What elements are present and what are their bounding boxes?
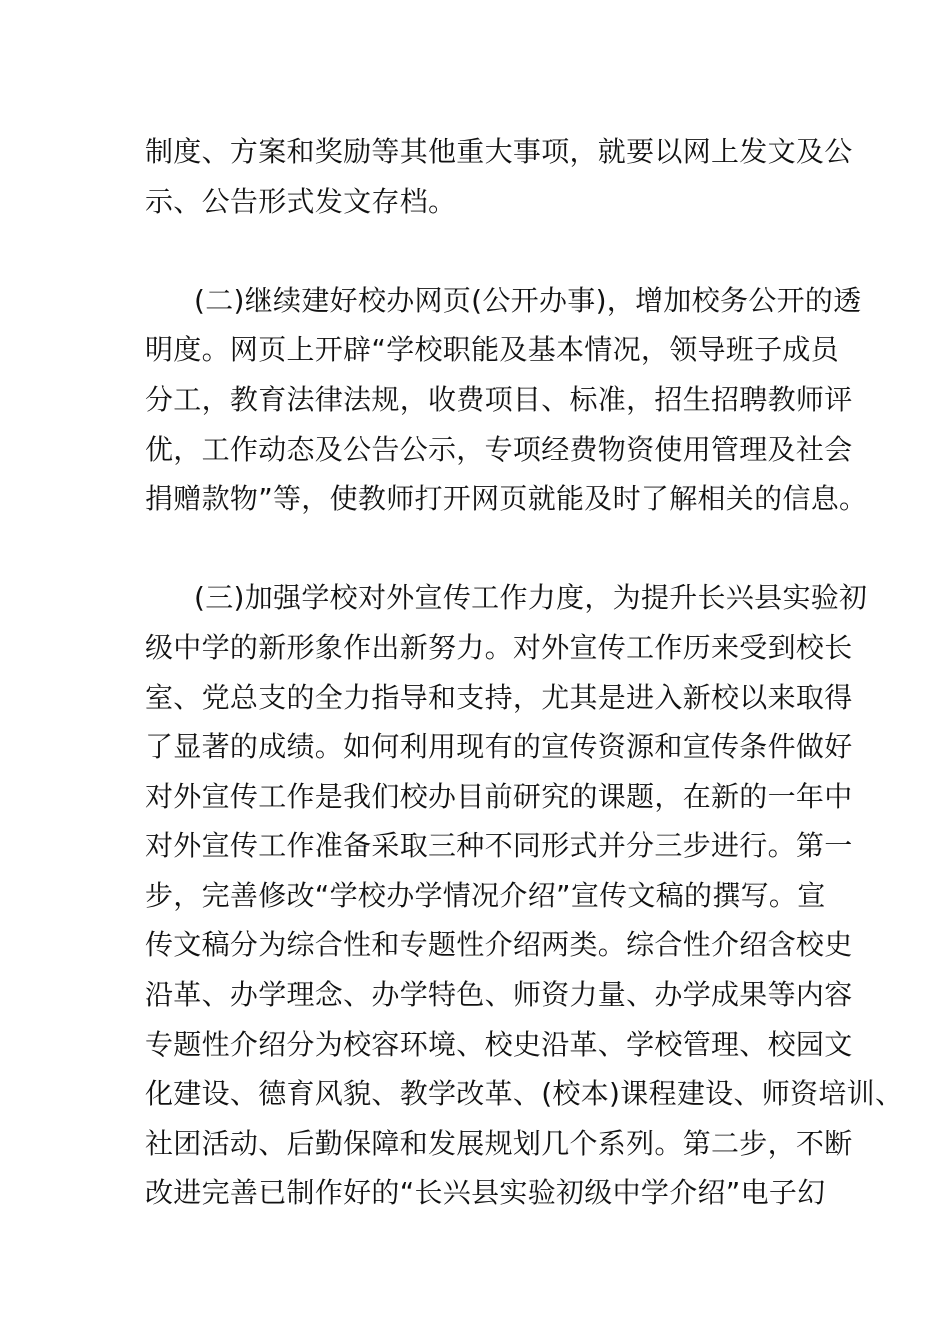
text-line: 沿革、办学理念、办学特色、师资力量、办学成果等内容 xyxy=(145,978,853,1011)
text-line: 制度、方案和奖励等其他重大事项，就要以网上发文及公 xyxy=(145,135,853,168)
text-line: 级中学的新形象作出新努力。对外宣传工作历来受到校长 xyxy=(145,631,853,664)
text-line: 示、公告形式发文存档。 xyxy=(145,185,457,218)
text-line: 分工，教育法律法规，收费项目、标准，招生招聘教师评 xyxy=(145,383,853,416)
text-line: 改进完善已制作好的“长兴县实验初级中学介绍”电子幻 xyxy=(145,1176,826,1209)
text-line: 捐赠款物”等，使教师打开网页就能及时了解相关的信息。 xyxy=(145,482,868,515)
text-line: 室、党总支的全力指导和支持，尤其是进入新校以来取得 xyxy=(145,681,853,714)
text-line: 社团活动、后勤保障和发展规划几个系列。第二步，不断 xyxy=(145,1127,853,1160)
text-line: 明度。网页上开辟“学校职能及基本情况，领导班子成员 xyxy=(145,333,840,366)
text-line: 化建设、德育风貌、教学改革、(校本)课程建设、师资培训、 xyxy=(145,1077,904,1110)
text-line: 优，工作动态及公告公示，专项经费物资使用管理及社会 xyxy=(145,433,853,466)
text-line: 对外宣传工作准备采取三种不同形式并分三步进行。第一 xyxy=(145,829,853,862)
text-line: 步，完善修改“学校办学情况介绍”宣传文稿的撰写。宣 xyxy=(145,879,826,912)
text-line: 对外宣传工作是我们校办目前研究的课题，在新的一年中 xyxy=(145,780,853,813)
text-line: 传文稿分为综合性和专题性介绍两类。综合性介绍含校史 xyxy=(145,928,853,961)
text-line: 专题性介绍分为校容环境、校史沿革、学校管理、校园文 xyxy=(145,1028,853,1061)
text-line: 了显著的成绩。如何利用现有的宣传资源和宣传条件做好 xyxy=(145,730,853,763)
paragraph-2-first-line: (二)继续建好校办网页(公开办事)，增加校务公开的透 xyxy=(194,284,862,317)
paragraph-3-first-line: (三)加强学校对外宣传工作力度，为提升长兴县实验初 xyxy=(194,581,868,614)
